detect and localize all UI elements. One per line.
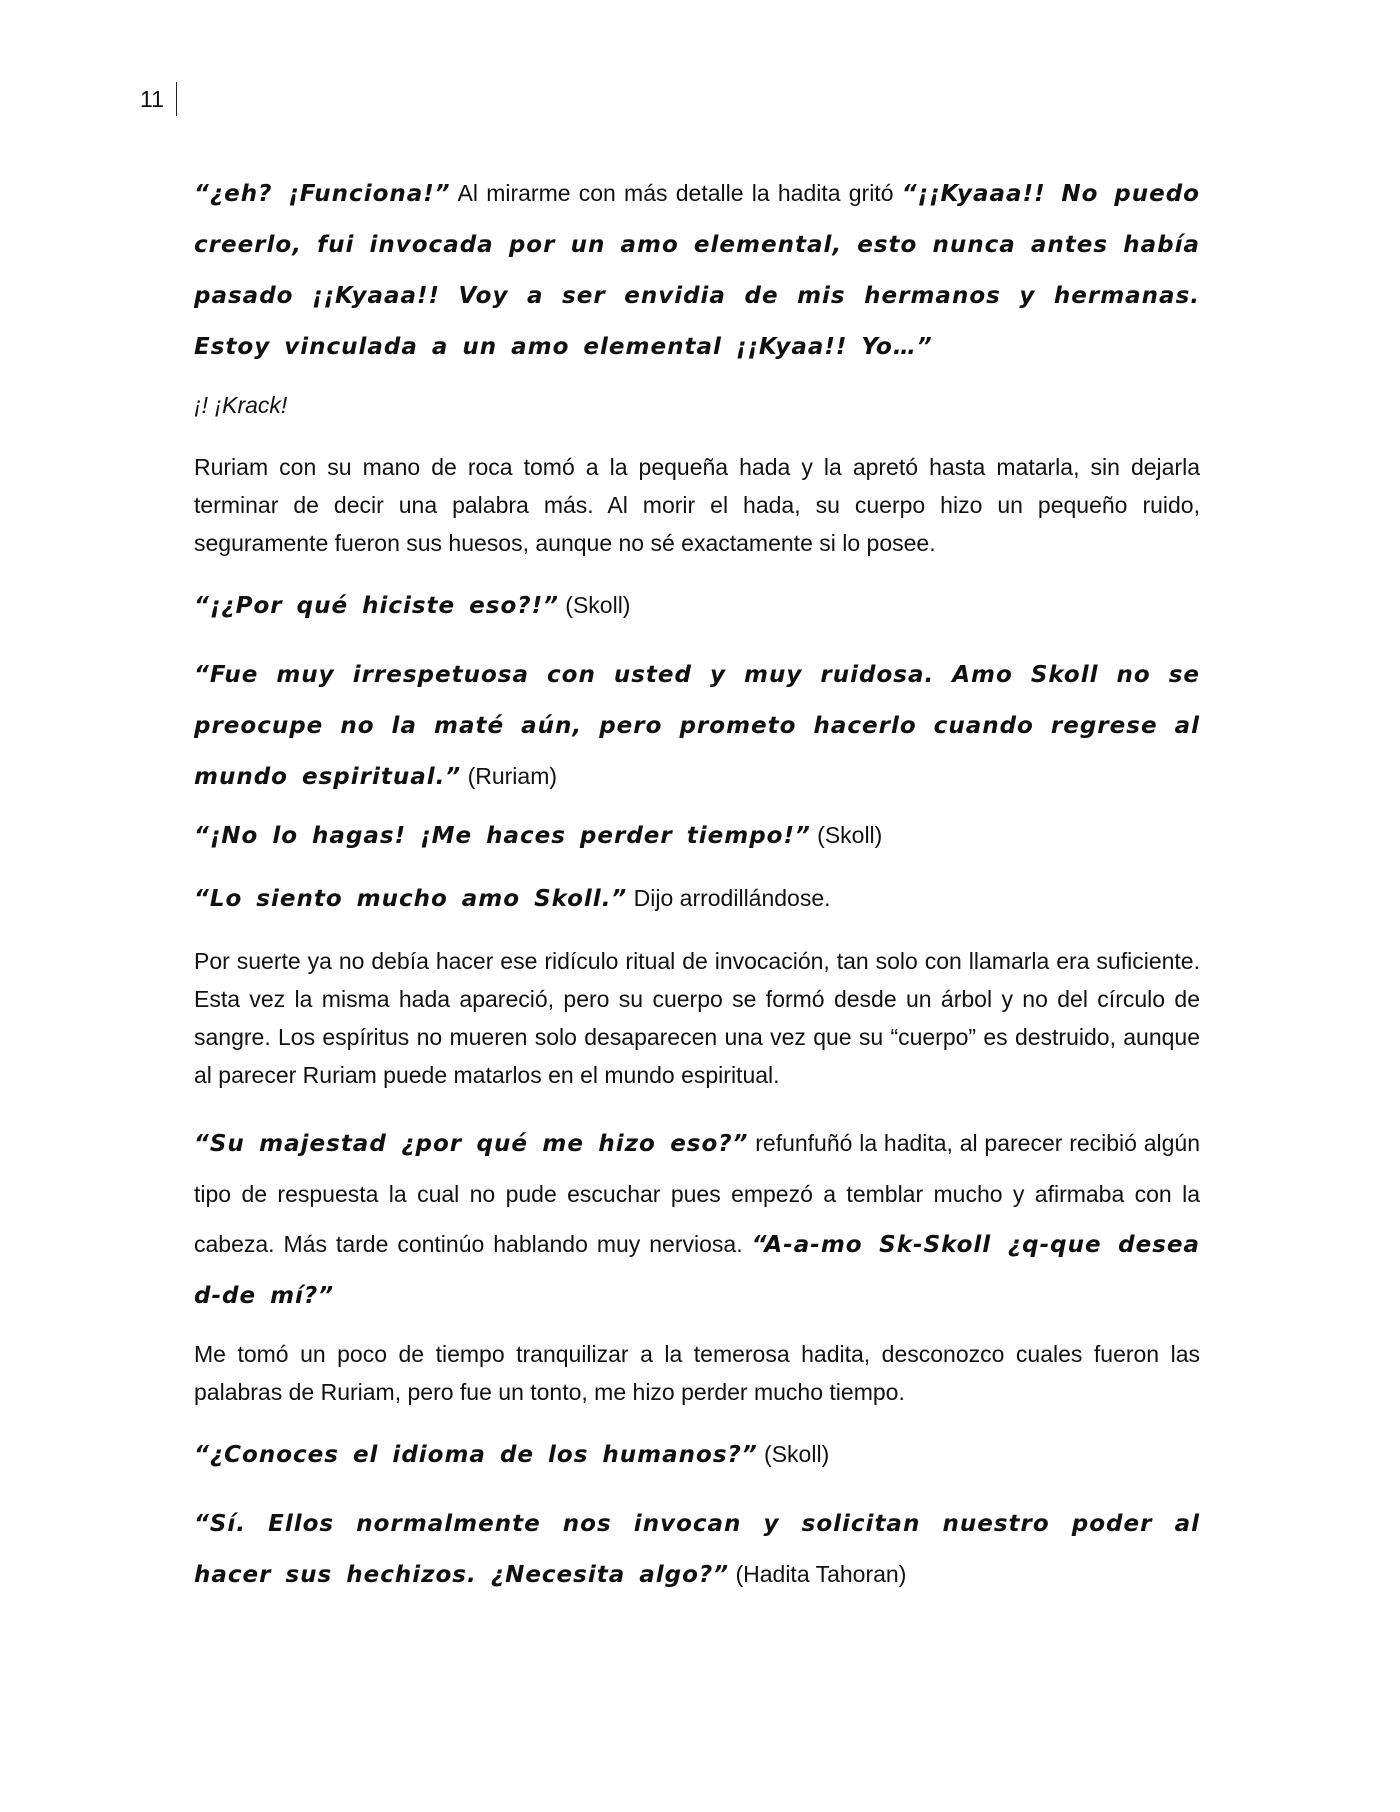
narration-text: (Skoll) [757, 1441, 830, 1467]
paragraph [194, 1118, 1200, 1321]
dialogue-text: “¿eh? ¡Funciona!” [194, 181, 451, 207]
dialogue-text: “¡¡Kyaaa!! No puedo creerlo, fui invocada por un amo elemental, esto nunca antes había pasado ¡¡Kyaaa!! Voy a ser envidia de mis hermanos y hermanas. Estoy vinculada a un amo elemental ¡¡Kyaa!! Yo…” [194, 181, 1200, 360]
paragraph [194, 586, 1200, 625]
narration-text: Al mirarme con más detalle la hadita gritó [450, 180, 902, 206]
narration-text: Dijo arrodillándose. [627, 885, 831, 911]
paragraph [194, 168, 1200, 372]
dialogue-text: “¡¿Por qué hiciste eso?!” [194, 593, 559, 619]
dialogue-text: “Fue muy irrespetuosa con usted y muy ruidosa. Amo Skoll no se preocupe no la maté aún, pero prometo hacerlo cuando regrese al mundo espiritual.” [194, 662, 1200, 790]
narration-text: Por suerte ya no debía hacer ese ridículo ritual de invocación, tan solo con llamarla era suficiente. Esta vez la misma hada apareció, pero su cuerpo se formó desde un árbol y no del círculo de sangre. Los espíritus no mueren solo desaparecen una vez que su “cuerpo” es destruido, aunque al parecer Ruriam puede matarlos en el mundo espiritual. [194, 948, 1200, 1088]
dialogue-text: “Sí. Ellos normalmente nos invocan y solicitan nuestro poder al hacer sus hechizos. ¿Necesita algo?” [194, 1511, 1200, 1588]
narration-text: (Skoll) [558, 592, 631, 618]
narration-text: (Ruriam) [461, 763, 558, 789]
paragraph [194, 816, 1200, 855]
paragraph [194, 1435, 1200, 1474]
dialogue-text: “A-a-mo Sk-Skoll ¿q-que desea d-de mí?” [194, 1232, 1201, 1309]
paragraph [194, 1498, 1200, 1600]
narration-text: (Hadita Tahoran) [729, 1561, 907, 1587]
paragraph [194, 649, 1200, 802]
document-body [194, 168, 1200, 1614]
dialogue-text: “Su majestad ¿por qué me hizo eso?” [194, 1131, 749, 1157]
narration-text: (Skoll) [810, 822, 883, 848]
paragraph [194, 448, 1200, 562]
sound-effect: ¡! ¡Krack! [194, 392, 288, 418]
paragraph [194, 879, 1200, 918]
paragraph [194, 386, 1200, 424]
narration-text: Me tomó un poco de tiempo tranquilizar a la temerosa hadita, desconozco cuales fueron las palabras de Ruriam, pero fue un tonto, me hizo perder mucho tiempo. [194, 1341, 1200, 1405]
dialogue-text: “Lo siento mucho amo Skoll.” [194, 886, 628, 912]
page-number: 11 [140, 82, 177, 116]
paragraph [194, 1335, 1200, 1411]
paragraph [194, 942, 1200, 1094]
dialogue-text: “¡No lo hagas! ¡Me haces perder tiempo!” [194, 823, 811, 849]
dialogue-text: “¿Conoces el idioma de los humanos?” [194, 1442, 758, 1468]
narration-text: refunfuñó la hadita, al parecer recibió algún tipo de respuesta la cual no pude escuchar pues empezó a temblar mucho y afirmaba con la cabeza. Más tarde continúo hablando muy nerviosa. [194, 1130, 1201, 1257]
narration-text: Ruriam con su mano de roca tomó a la pequeña hada y la apretó hasta matarla, sin dejarla terminar de decir una palabra más. Al morir el hada, su cuerpo hizo un pequeño ruido, seguramente fueron sus huesos, aunque no sé exactamente si lo posee. [194, 454, 1200, 556]
